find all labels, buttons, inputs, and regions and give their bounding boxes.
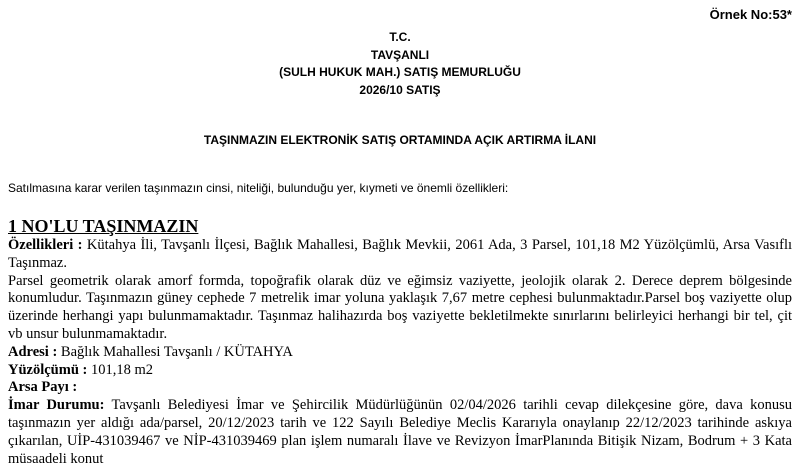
header-line-republic: T.C. <box>389 30 411 44</box>
notice-title: TAŞINMAZIN ELEKTRONİK SATIŞ ORTAMINDA AÇIK ARTIRMA İLANI <box>203 133 597 147</box>
header-line-case-number: 2026/10 SATIŞ <box>359 82 441 97</box>
property-section <box>8 216 792 468</box>
header-line-office: (SULH HUKUK MAH.) SATIŞ MEMURLUĞU <box>279 65 521 79</box>
office-header <box>0 29 800 99</box>
zoning-label: İmar Durumu: <box>8 397 105 414</box>
area-value: 101,18 m2 <box>87 361 154 378</box>
property-heading: 1 NO'LU TAŞINMAZIN <box>8 216 199 236</box>
address-label: Adresi : <box>8 343 58 360</box>
address-value: Bağlık Mahallesi Tavşanlı / KÜTAHYA <box>57 343 293 360</box>
area-label: Yüzölçümü : <box>8 361 88 378</box>
zoning-value: Tavşanlı Belediyesi İmar ve Şehircilik Müdürlüğünün 02/04/2026 tarihli cevap dilekçesine göre, dava konusu taşınmazın yer aldığı ada/parsel, 20/12/2023 tarih ve 122 Sayılı Belediye Meclis Kararıyla onaylanıp 22/12/2023 tarihinde askıya çıkarılan, UİP-431039467 ve NİP-431039469 plan işlem numaralı İlave ve Revizyon İmarPlanında Bitişik Nizam, Bodrum + 3 Kata müsaadeli konut <box>8 397 792 467</box>
share-label: Arsa Payı : <box>8 379 78 396</box>
features-value: Kütahya İli, Tavşanlı İlçesi, Bağlık Mahallesi, Bağlık Mevkii, 2061 Ada, 3 Parsel, 101,18 M2 Yüzölçümlü, Arsa Vasıflı Taşınmaz. <box>8 237 792 271</box>
header-line-district: TAVŞANLI <box>370 47 430 62</box>
features-paragraph <box>8 237 792 273</box>
share-paragraph <box>8 379 792 397</box>
zoning-paragraph <box>8 397 792 468</box>
form-number: Örnek No:53* <box>709 7 792 22</box>
features-label: Özellikleri : <box>8 237 83 253</box>
area-paragraph <box>8 362 792 380</box>
description-paragraph: Parsel geometrik olarak amorf formda, topoğrafik olarak düz ve eğimsiz vaziyette, jeolojik olarak 2. Derece deprem bölgesinde konumludur. Taşınmazın güney cephede 7 metrelik imar yoluna yaklaşık 7,67 metre cephesi bulunmaktadır.Parsel boş vaziyette olup üzerinde herhangi yapı bulunmamaktadır. Taşınmaz halihazırda boş vaziyette bekletilmekte sınırlarını belirleyici herhangi bir tel, çit vb unsur bulunmamaktadır. <box>8 272 792 342</box>
intro-text: Satılmasına karar verilen taşınmazın cinsi, niteliği, bulunduğu yer, kıymeti ve önemli özellikleri: <box>8 181 509 195</box>
address-paragraph <box>8 344 792 362</box>
